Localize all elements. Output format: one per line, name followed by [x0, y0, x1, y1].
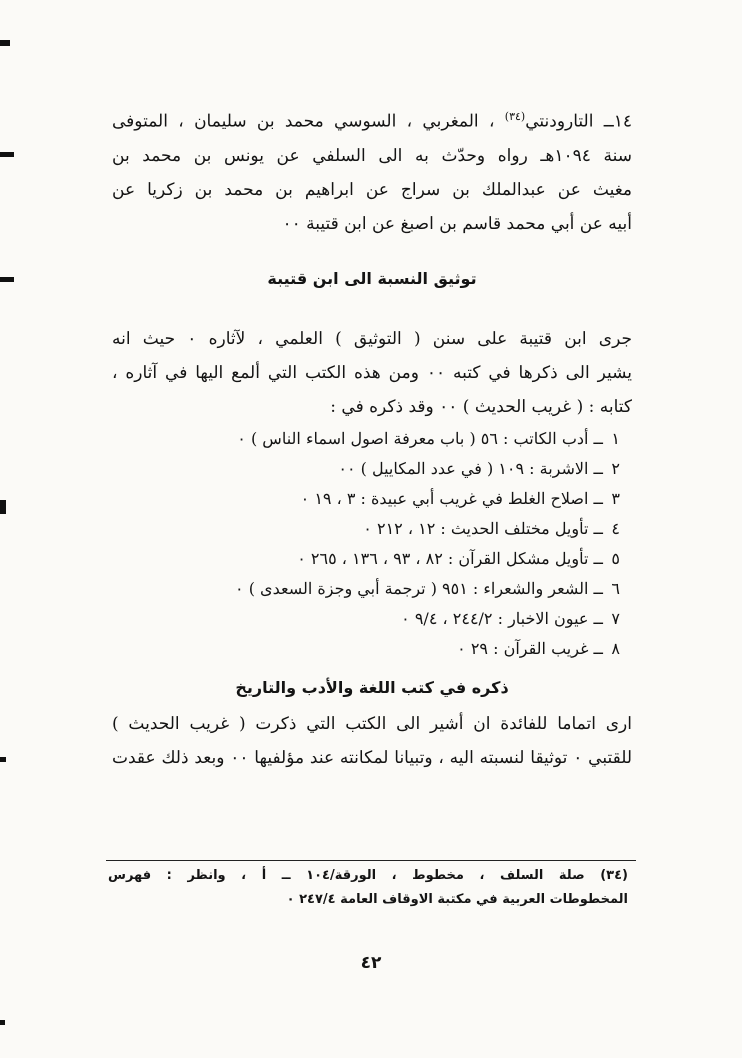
item-number: ٣: [611, 488, 620, 508]
page-body: [112, 100, 632, 775]
page-number: ٤٢: [360, 953, 382, 973]
item-text: ــ اصلاح الغلط في غريب أبي عبيدة : ٣ ، ١٩ ٠: [300, 488, 603, 508]
margin-mark: [0, 1020, 5, 1025]
item-text: ــ عيون الاخبار : ٢٤٤/٢ ، ٩/٤ ٠: [401, 608, 603, 628]
margin-mark: [0, 757, 6, 762]
item-text: ــ الشعر والشعراء : ٩٥١ ( ترجمة أبي وجزة السعدى ) ٠: [235, 578, 603, 598]
section-heading: ذكره في كتب اللغة والأدب والتاريخ: [235, 677, 509, 697]
item-text: ــ الاشربة : ١٠٩ ( في عدد المكاييل ) ٠٠: [338, 458, 603, 478]
item-text: ــ تأويل مختلف الحديث : ١٢ ، ٢١٢ ٠: [363, 518, 603, 538]
list-item: [112, 454, 620, 484]
item-text: ــ غريب القرآن : ٢٩ ٠: [457, 638, 603, 658]
list-item: [112, 514, 620, 544]
section-heading: توثيق النسبة الى ابن قتيبة: [267, 268, 477, 288]
margin-mark: [0, 277, 14, 282]
paragraph-line: للقتبي ٠ توثيقا لنسبته اليه ، وتبيانا لمكانته عند مؤلفيها ٠٠ وبعد ذلك عقدت: [112, 747, 632, 768]
footnote-line: المخطوطات العربية في مكتبة الاوقاف العامة ٢٤٧/٤ ٠: [286, 892, 628, 907]
reference-list: [112, 424, 632, 664]
item-text: ــ تأويل مشكل القرآن : ٨٢ ، ٩٣ ، ١٣٦ ، ٢٦٥ ٠: [297, 548, 603, 568]
entry-line: [112, 100, 632, 139]
item-number: ٦: [611, 578, 620, 598]
list-item: [112, 604, 620, 634]
footnote: [108, 864, 628, 912]
list-item: [112, 484, 620, 514]
item-number: ١: [611, 428, 620, 448]
item-number: ٧: [611, 608, 620, 628]
footnote-line: (٣٤) صلة السلف ، مخطوط ، الورقة/١٠٤ ــ أ ، وانظر : فهرس: [108, 868, 628, 883]
paragraph: [112, 707, 632, 775]
paragraph-line: جرى ابن قتيبة على سنن ( التوثيق ) العلمي ، لآثاره ٠ حيث انه: [112, 328, 632, 349]
margin-mark: [0, 40, 10, 46]
entry-line: مغيث عن عبدالملك بن سراج عن ابراهيم بن محمد بن زكريا عن: [112, 179, 632, 200]
entry-number-name: ١٤ــ التارودنتي: [525, 111, 633, 132]
list-item: [112, 574, 620, 604]
list-item: [112, 424, 620, 454]
footnote-divider: [106, 860, 636, 861]
footnote-ref: (٣٤): [504, 110, 526, 123]
entry-line: سنة ١٠٩٤هـ رواه وحدّث به الى السلفي عن يونس بن محمد بن: [112, 145, 632, 166]
margin-mark: [0, 152, 14, 157]
list-item: [112, 544, 620, 574]
paragraph: [112, 322, 632, 424]
entry-14: [112, 100, 632, 241]
item-number: ٨: [611, 638, 620, 658]
paragraph-line: كتابه : ( غريب الحديث ) ٠٠ وقد ذكره في :: [330, 396, 632, 417]
list-item: [112, 634, 620, 664]
item-number: ٢: [611, 458, 620, 478]
item-number: ٤: [611, 518, 620, 538]
paragraph-line: ارى اتماما للفائدة ان أشير الى الكتب التي ذكرت ( غريب الحديث ): [112, 713, 632, 734]
paragraph-line: يشير الى ذكرها في كتبه ٠٠ ومن هذه الكتب التي ألمع اليها في آثاره ،: [112, 362, 632, 383]
entry-text: ، المغربي ، السوسي محمد بن سليمان ، المتوفى: [112, 111, 495, 132]
entry-line: أبيه عن أبي محمد قاسم بن اصبغ عن ابن قتيبة ٠٠: [282, 213, 632, 234]
item-number: ٥: [611, 548, 620, 568]
item-text: ــ أدب الكاتب : ٥٦ ( باب معرفة اصول اسماء الناس ) ٠: [237, 428, 603, 448]
margin-mark: [0, 500, 6, 514]
